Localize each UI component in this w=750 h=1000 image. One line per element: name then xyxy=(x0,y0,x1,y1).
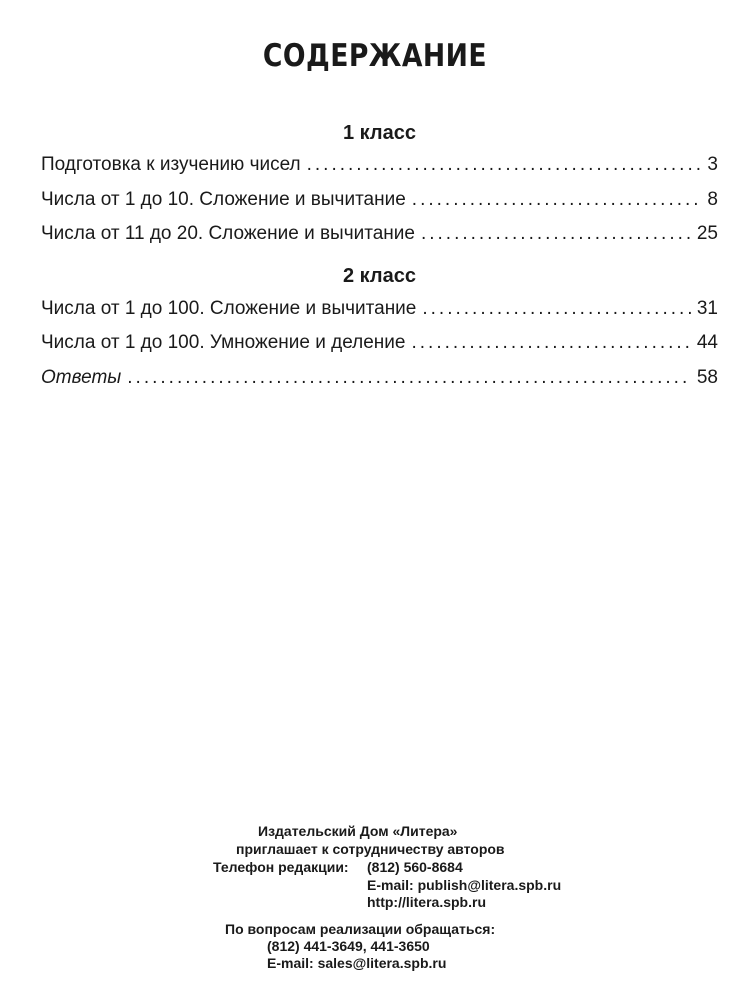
publisher-invitation: приглашает к сотрудничеству авторов xyxy=(236,841,505,857)
toc-entry[interactable] xyxy=(41,367,718,393)
toc-entry-page: 58 xyxy=(696,367,718,388)
publisher-website: http://litera.spb.ru xyxy=(367,894,486,910)
sales-phones: (812) 441-3649, 441-3650 xyxy=(267,938,430,954)
phone-label: Телефон редакции: xyxy=(213,859,349,875)
toc-entry[interactable] xyxy=(41,298,718,324)
toc-entry-title: Ответы xyxy=(41,367,122,388)
sales-heading: По вопросам реализации обращаться: xyxy=(225,921,496,937)
dot-leader xyxy=(412,189,702,211)
toc-entry-title: Подготовка к изучению чисел xyxy=(41,154,301,175)
toc-entry-page: 3 xyxy=(707,154,718,175)
publisher-name: Издательский Дом «Литера» xyxy=(258,823,458,839)
toc-entry[interactable] xyxy=(41,332,718,358)
toc-entry[interactable] xyxy=(41,154,718,180)
toc-entry-title: Числа от 11 до 20. Сложение и вычитание xyxy=(41,223,415,244)
toc-entry-page: 31 xyxy=(696,298,718,319)
dot-leader xyxy=(411,332,690,354)
toc-entry-title: Числа от 1 до 100. Сложение и вычитание xyxy=(41,298,417,319)
dot-leader xyxy=(127,367,691,389)
toc-entry[interactable] xyxy=(41,223,718,249)
toc-entry-title: Числа от 1 до 100. Умножение и деление xyxy=(41,332,406,353)
dot-leader xyxy=(422,298,690,320)
page-title: СОДЕРЖАНИЕ xyxy=(262,38,488,74)
toc-entry-page: 8 xyxy=(707,189,718,210)
toc-entry-page: 25 xyxy=(696,223,718,244)
dot-leader xyxy=(307,154,702,176)
editorial-phone: (812) 560-8684 xyxy=(367,859,463,875)
section-heading-grade-1: 1 класс xyxy=(342,122,416,144)
toc-entry-title: Числа от 1 до 10. Сложение и вычитание xyxy=(41,189,406,210)
section-heading-grade-2: 2 класс xyxy=(342,265,416,287)
sales-email: E-mail: sales@litera.spb.ru xyxy=(267,955,447,971)
toc-entry[interactable] xyxy=(41,189,718,215)
editorial-email: E-mail: publish@litera.spb.ru xyxy=(367,877,562,893)
dot-leader xyxy=(421,223,691,245)
toc-entry-page: 44 xyxy=(696,332,718,353)
